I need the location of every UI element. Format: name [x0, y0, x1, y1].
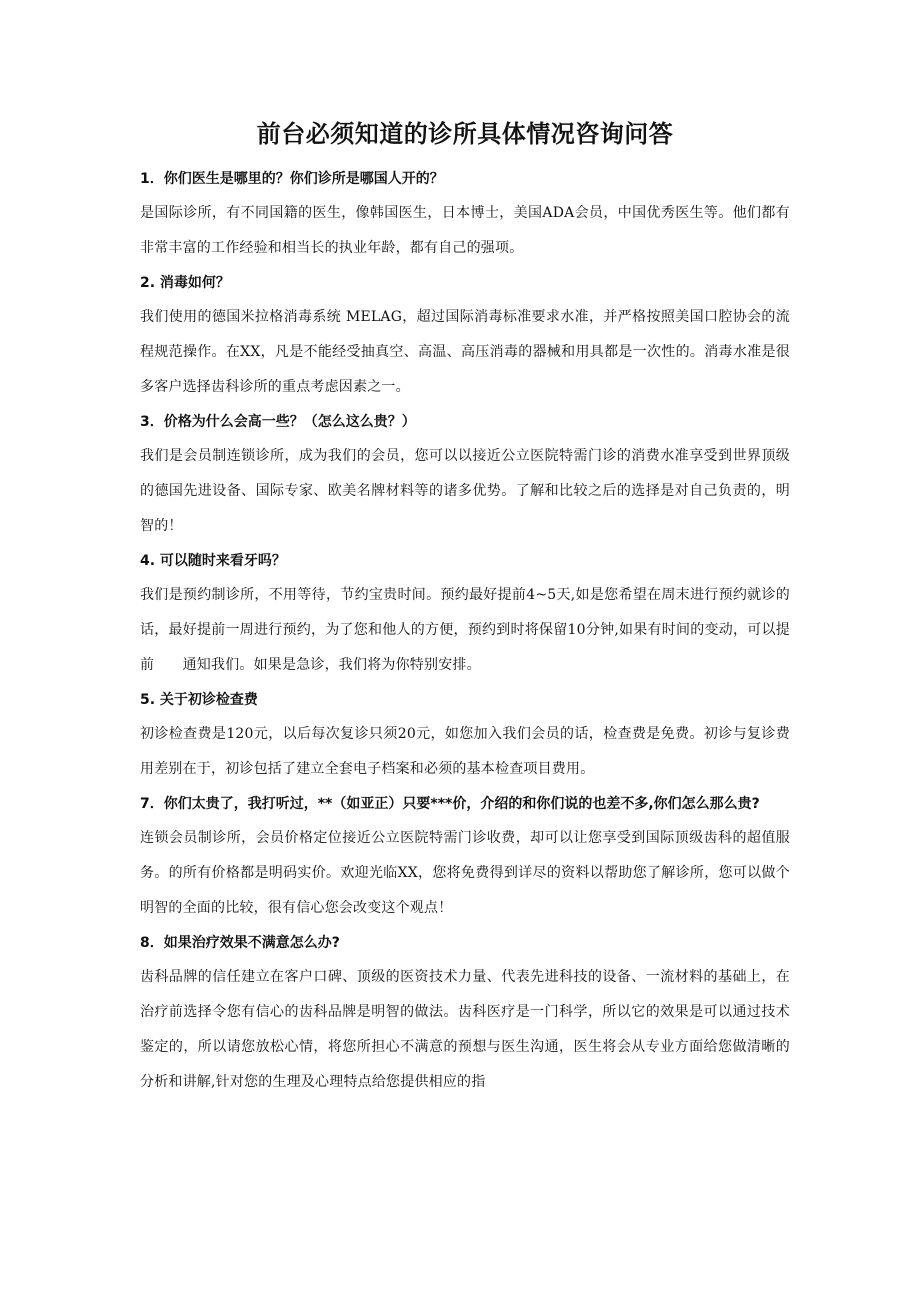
qa-item — [140, 405, 790, 544]
answer-text: 是国际诊所，有不同国籍的医生，像韩国医生，日本博士，美国ADA会员，中国优秀医生等。他们都有非常丰富的工作经验和相当长的执业年龄，都有自己的强项。 — [140, 205, 790, 256]
qa-item — [140, 162, 790, 266]
question-text: 4. 可以随时来看牙吗？ — [140, 553, 286, 569]
question-text: 7．你们太贵了，我打听过，**（如亚正）只要***价，介绍的和你们说的也差不多,你们怎么那么贵? — [140, 796, 760, 812]
answer-text: 我们是会员制连锁诊所，成为我们的会员，您可以以接近公立医院特需门诊的消费水准享受到世界顶级的德国先进设备、国际专家、欧美名牌材料等的诸多优势。了解和比较之后的选择是对自己负责的，明智的！ — [140, 448, 790, 534]
qa-item — [140, 683, 790, 787]
answer-text: 初诊检查费是120元，以后每次复诊只须20元，如您加入我们会员的话，检查费是免费。初诊与复诊费用差别在于，初诊包括了建立全套电子档案和必须的基本检查项目费用。 — [140, 726, 790, 777]
question-text: 1．你们医生是哪里的？你们诊所是哪国人开的？ — [140, 171, 444, 187]
document-title: 前台必须知道的诊所具体情况咨询问答 — [256, 120, 674, 148]
question-text: 3．价格为什么会高一些？（怎么这么贵？） — [140, 414, 416, 430]
question-text: 2. 消毒如何？ — [140, 275, 230, 291]
qa-item — [140, 544, 790, 683]
answer-text: 我们是预约制诊所，不用等待，节约宝贵时间。预约最好提前4~5天,如是您希望在周末进行预约就诊的话，最好提前一周进行预约，为了您和他人的方便，预约到时将保留10分钟,如果有时间的变动，可以提前 通知我们。如果是急诊，我们将为你特别安排。 — [140, 587, 790, 673]
qa-item — [140, 926, 790, 1100]
answer-text: 我们使用的德国米拉格消毒系统 MELAG，超过国际消毒标准要求水准，并严格按照美国口腔协会的流程规范操作。在XX，凡是不能经受抽真空、高温、高压消毒的器械和用具都是一次性的。消毒水准是很多客户选择齿科诊所的重点考虑因素之一。 — [140, 309, 790, 395]
question-text: 8．如果治疗效果不满意怎么办? — [140, 935, 340, 951]
qa-list — [140, 162, 790, 1100]
qa-item — [140, 787, 790, 926]
question-text: 5. 关于初诊检查费 — [140, 692, 258, 708]
answer-text: 齿科品牌的信任建立在客户口碑、顶级的医资技术力量、代表先进科技的设备、一流材料的基础上，在治疗前选择令您有信心的齿科品牌是明智的做法。齿科医疗是一门科学，所以它的效果是可以通过技术鉴定的，所以请您放松心情，将您所担心不满意的预想与医生沟通，医生将会从专业方面给您做清晰的分析和讲解,针对您的生理及心理特点给您提供相应的指 — [140, 969, 790, 1090]
qa-item — [140, 266, 790, 405]
answer-text: 连锁会员制诊所，会员价格定位接近公立医院特需门诊收费，却可以让您享受到国际顶级齿科的超值服务。的所有价格都是明码实价。欢迎光临XX，您将免费得到详尽的资料以帮助您了解诊所，您可以做个明智的全面的比较，很有信心您会改变这个观点！ — [140, 830, 790, 916]
